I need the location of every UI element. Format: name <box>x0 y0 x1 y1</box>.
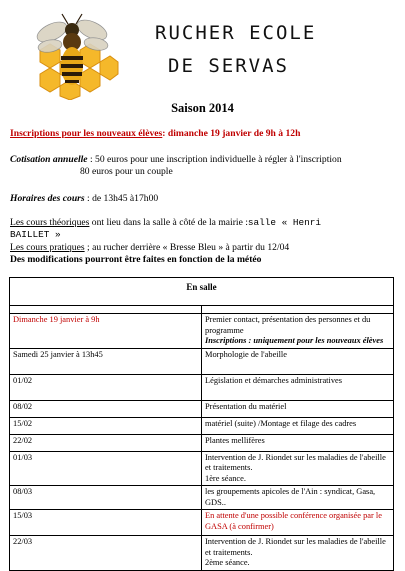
row-date: 01/02 <box>10 374 202 400</box>
registration-date: : dimanche 19 janvier de 9h à 12h <box>162 128 301 139</box>
row-date: 08/02 <box>10 400 202 417</box>
row-description <box>202 486 394 510</box>
schedule-value: : de 13h45 à17h00 <box>84 193 159 204</box>
row-date: Samedi 25 janvier à 13h45 <box>10 348 202 374</box>
theory-place2: BAILLET » <box>10 229 61 240</box>
row-description-extra: 1ère séance. <box>205 473 246 483</box>
practice-label: Les cours pratiques <box>10 242 85 253</box>
row-description-text: Plantes mellifères <box>205 435 265 445</box>
row-date: 08/03 <box>10 486 202 510</box>
row-description <box>202 451 394 486</box>
row-description-text: matériel (suite) /Montage et filage des cadres <box>205 418 357 428</box>
theory-label: Les cours théoriques <box>10 217 90 228</box>
table-row <box>10 400 394 417</box>
bee-on-honeycomb-icon <box>30 10 120 100</box>
theory-place1: salle « Henri <box>247 217 322 228</box>
schedule-line <box>10 193 158 204</box>
registration-line <box>10 128 300 139</box>
row-description <box>202 348 394 374</box>
row-date: 15/03 <box>10 510 202 536</box>
theory-line <box>10 217 321 228</box>
table-row <box>10 348 394 374</box>
row-description-text: Premier contact, présentation des personnes et du programme <box>205 315 371 335</box>
table-row <box>10 510 394 536</box>
table-header-row <box>10 278 394 306</box>
table-row <box>10 417 394 434</box>
weather-notice: Des modifications pourront être faites en fonction de la météo <box>10 254 262 265</box>
practice-line <box>10 242 289 253</box>
registration-label: Inscriptions pour les nouveaux élèves <box>10 128 163 139</box>
row-description-text: En attente d'une possible conférence organisée par le GASA (à confirmer) <box>205 511 382 531</box>
row-description-extra: 2ème séance. <box>205 558 250 567</box>
row-date: 22/03 <box>10 536 202 571</box>
row-date: 01/03 <box>10 451 202 486</box>
course-schedule-table <box>9 277 394 571</box>
row-description-text: Présentation du matériel <box>205 401 287 411</box>
table-row <box>10 314 394 349</box>
table-header: En salle <box>10 278 394 306</box>
row-description-text: les groupements apicoles de l'Ain : syndicat, Gasa, GDS.. <box>205 487 376 507</box>
theory-text: ont lieu dans la salle à côté de la mairie : <box>89 217 248 228</box>
practice-text: ; au rucher derrière « Bresse Bleu » à partir du 12/04 <box>84 242 290 253</box>
row-description-text: Morphologie de l'abeille <box>205 349 287 359</box>
header-title-line1: RUCHER ECOLE <box>155 22 317 44</box>
row-description-text: Intervention de J. Riondet sur les maladies de l'abeille et traitements. <box>205 452 386 472</box>
header-title-line2: DE SERVAS <box>168 55 289 77</box>
fees-text1: : 50 euros pour une inscription individuelle à régler à l'inscription <box>87 154 342 165</box>
table-row <box>10 434 394 451</box>
row-description-text: Intervention de J. Riondet sur les maladies de l'abeille et traitements. <box>205 537 386 557</box>
row-description <box>202 400 394 417</box>
row-date: 15/02 <box>10 417 202 434</box>
row-description <box>202 536 394 571</box>
row-description-extra: Inscriptions : uniquement pour les nouveaux élèves <box>205 336 384 345</box>
row-date: Dimanche 19 janvier à 9h <box>10 314 202 349</box>
row-description <box>202 314 394 349</box>
row-description <box>202 417 394 434</box>
fees-line1 <box>10 154 342 165</box>
season-title: Saison 2014 <box>171 101 234 115</box>
table-row <box>10 451 394 486</box>
row-description <box>202 510 394 536</box>
row-description-text: Législation et démarches administratives <box>205 375 342 385</box>
row-description <box>202 434 394 451</box>
row-description <box>202 374 394 400</box>
fees-label: Cotisation annuelle <box>10 154 88 165</box>
table-row <box>10 374 394 400</box>
row-date: 22/02 <box>10 434 202 451</box>
fees-line2: 80 euros pour un couple <box>80 166 173 177</box>
table-row <box>10 486 394 510</box>
schedule-label: Horaires des cours <box>10 193 85 204</box>
table-row <box>10 536 394 571</box>
table-spacer-row <box>10 306 394 314</box>
